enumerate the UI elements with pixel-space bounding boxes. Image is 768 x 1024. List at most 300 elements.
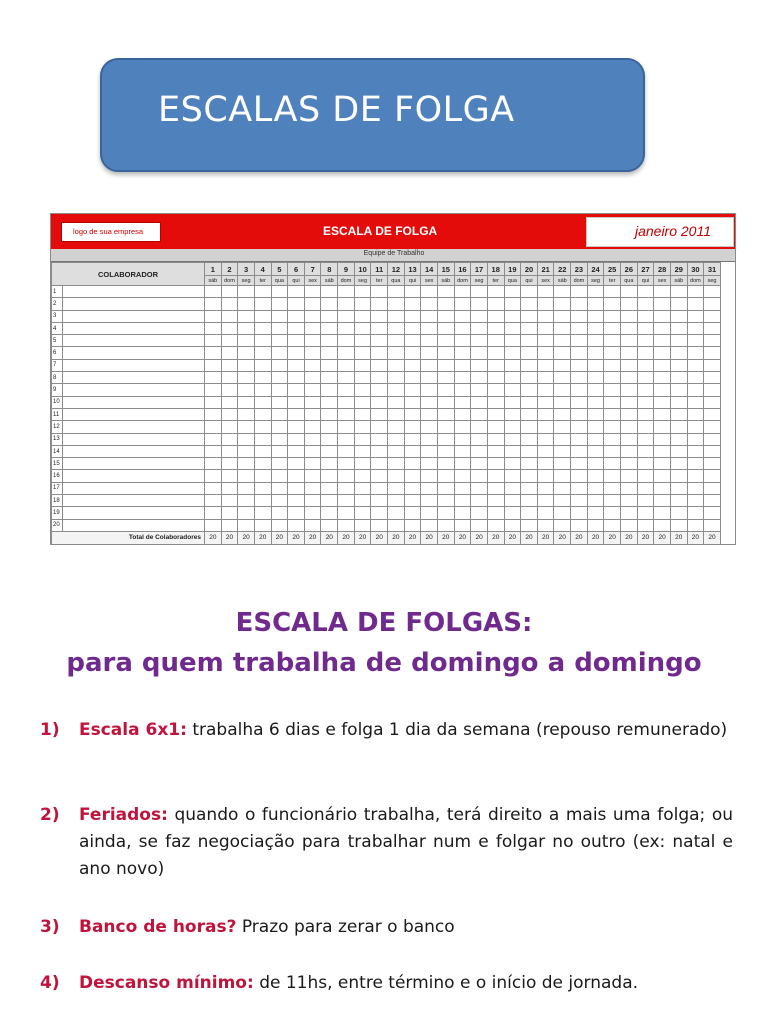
schedule-cell	[388, 286, 405, 298]
day-number: 10	[354, 263, 371, 276]
schedule-cell	[521, 482, 538, 494]
schedule-cell	[654, 470, 671, 482]
total-value: 20	[687, 531, 704, 544]
schedule-cell	[654, 482, 671, 494]
schedule-cell	[238, 372, 255, 384]
day-number: 30	[687, 263, 704, 276]
schedule-cell	[437, 433, 454, 445]
schedule-cell	[238, 470, 255, 482]
schedule-cell	[487, 384, 504, 396]
schedule-cell	[537, 372, 554, 384]
schedule-cell	[437, 372, 454, 384]
schedule-cell	[338, 335, 355, 347]
schedule-cell	[254, 372, 271, 384]
schedule-cell	[571, 347, 588, 359]
schedule-cell	[587, 519, 604, 531]
schedule-cell	[205, 495, 222, 507]
schedule-cell	[687, 445, 704, 457]
schedule-cell	[238, 519, 255, 531]
schedule-cell	[554, 519, 571, 531]
schedule-cell	[321, 359, 338, 371]
schedule-cell	[604, 396, 621, 408]
team-bar	[51, 249, 736, 262]
schedule-cell	[388, 298, 405, 310]
schedule-cell	[388, 372, 405, 384]
total-value: 20	[637, 531, 654, 544]
schedule-cell	[571, 384, 588, 396]
list-keyword: Feriados:	[79, 805, 168, 825]
schedule-cell	[670, 433, 687, 445]
schedule-cell	[437, 482, 454, 494]
schedule-cell	[571, 507, 588, 519]
schedule-cell	[221, 482, 238, 494]
schedule-cell	[437, 322, 454, 334]
schedule-cell	[271, 384, 288, 396]
schedule-cell	[354, 359, 371, 371]
section-subheading: para quem trabalha de domingo a domingo	[66, 648, 702, 678]
schedule-cell	[254, 421, 271, 433]
schedule-cell	[521, 322, 538, 334]
schedule-cell	[637, 347, 654, 359]
schedule-cell	[704, 458, 721, 470]
schedule-cell	[388, 310, 405, 322]
schedule-cell	[321, 433, 338, 445]
schedule-cell	[304, 347, 321, 359]
schedule-cell	[371, 495, 388, 507]
schedule-cell	[621, 396, 638, 408]
weekday-label: sáb	[437, 276, 454, 286]
weekday-label: ter	[604, 276, 621, 286]
schedule-cell	[654, 396, 671, 408]
schedule-cell	[571, 445, 588, 457]
schedule-cell	[304, 322, 321, 334]
schedule-cell	[371, 519, 388, 531]
schedule-cell	[621, 519, 638, 531]
day-number: 17	[471, 263, 488, 276]
list-item	[40, 970, 733, 997]
collaborator-cell	[63, 286, 205, 298]
schedule-cell	[571, 458, 588, 470]
schedule-cell	[338, 384, 355, 396]
table-row	[52, 335, 721, 347]
schedule-cell	[654, 433, 671, 445]
schedule-cell	[604, 445, 621, 457]
schedule-cell	[371, 298, 388, 310]
list-item	[40, 802, 733, 883]
schedule-cell	[454, 482, 471, 494]
schedule-cell	[338, 408, 355, 420]
schedule-cell	[404, 482, 421, 494]
schedule-cell	[504, 384, 521, 396]
schedule-cell	[288, 335, 305, 347]
table-row	[52, 310, 721, 322]
schedule-cell	[404, 495, 421, 507]
schedule-cell	[321, 408, 338, 420]
schedule-cell	[637, 286, 654, 298]
total-value: 20	[571, 531, 588, 544]
weekday-label: qua	[621, 276, 638, 286]
schedule-cell	[338, 495, 355, 507]
schedule-cell	[338, 286, 355, 298]
schedule-cell	[604, 322, 621, 334]
list-number: 1)	[40, 720, 60, 740]
schedule-cell	[354, 519, 371, 531]
schedule-cell	[504, 445, 521, 457]
schedule-cell	[238, 298, 255, 310]
schedule-cell	[604, 310, 621, 322]
collaborator-cell	[63, 298, 205, 310]
schedule-cell	[571, 519, 588, 531]
schedule-cell	[471, 359, 488, 371]
schedule-cell	[504, 372, 521, 384]
schedule-cell	[604, 421, 621, 433]
schedule-cell	[571, 421, 588, 433]
schedule-cell	[621, 335, 638, 347]
schedule-cell	[321, 322, 338, 334]
schedule-cell	[454, 396, 471, 408]
total-value: 20	[621, 531, 638, 544]
schedule-cell	[487, 470, 504, 482]
slide-title: ESCALAS DE FOLGA	[158, 90, 515, 130]
schedule-cell	[371, 421, 388, 433]
collaborator-cell	[63, 507, 205, 519]
total-value: 20	[238, 531, 255, 544]
total-value: 20	[288, 531, 305, 544]
schedule-cell	[304, 458, 321, 470]
schedule-cell	[571, 322, 588, 334]
schedule-cell	[587, 384, 604, 396]
schedule-cell	[471, 396, 488, 408]
schedule-cell	[421, 408, 438, 420]
weekday-label: dom	[221, 276, 238, 286]
schedule-cell	[421, 458, 438, 470]
schedule-cell	[404, 347, 421, 359]
schedule-cell	[354, 507, 371, 519]
schedule-cell	[371, 310, 388, 322]
row-number: 16	[52, 470, 63, 482]
schedule-cell	[221, 470, 238, 482]
schedule-cell	[288, 384, 305, 396]
schedule-cell	[304, 445, 321, 457]
schedule-cell	[621, 310, 638, 322]
schedule-cell	[504, 519, 521, 531]
schedule-cell	[554, 384, 571, 396]
schedule-cell	[437, 310, 454, 322]
schedule-cell	[388, 519, 405, 531]
schedule-cell	[454, 298, 471, 310]
schedule-cell	[704, 519, 721, 531]
day-number: 1	[205, 263, 222, 276]
schedule-cell	[504, 298, 521, 310]
schedule-cell	[304, 519, 321, 531]
schedule-cell	[704, 470, 721, 482]
schedule-cell	[654, 286, 671, 298]
schedule-cell	[687, 310, 704, 322]
schedule-cell	[388, 470, 405, 482]
schedule-cell	[687, 396, 704, 408]
schedule-cell	[537, 408, 554, 420]
schedule-cell	[288, 286, 305, 298]
schedule-cell	[354, 322, 371, 334]
table-row	[52, 519, 721, 531]
schedule-cell	[637, 359, 654, 371]
schedule-cell	[338, 433, 355, 445]
schedule-cell	[654, 495, 671, 507]
schedule-cell	[471, 372, 488, 384]
schedule-cell	[254, 445, 271, 457]
schedule-cell	[504, 482, 521, 494]
schedule-cell	[354, 310, 371, 322]
schedule-cell	[637, 470, 654, 482]
schedule-cell	[504, 421, 521, 433]
schedule-cell	[537, 507, 554, 519]
schedule-cell	[537, 470, 554, 482]
schedule-cell	[205, 359, 222, 371]
schedule-cell	[354, 286, 371, 298]
schedule-cell	[454, 445, 471, 457]
schedule-cell	[487, 421, 504, 433]
schedule-cell	[371, 482, 388, 494]
schedule-cell	[487, 458, 504, 470]
schedule-cell	[687, 458, 704, 470]
schedule-cell	[371, 396, 388, 408]
schedule-cell	[254, 507, 271, 519]
total-value: 20	[304, 531, 321, 544]
schedule-cell	[454, 495, 471, 507]
schedule-cell	[454, 335, 471, 347]
weekday-label: dom	[571, 276, 588, 286]
schedule-cell	[471, 495, 488, 507]
schedule-cell	[388, 507, 405, 519]
schedule-cell	[471, 286, 488, 298]
schedule-cell	[504, 359, 521, 371]
schedule-cell	[254, 495, 271, 507]
row-number: 14	[52, 445, 63, 457]
schedule-cell	[587, 396, 604, 408]
schedule-cell	[654, 384, 671, 396]
schedule-cell	[288, 445, 305, 457]
schedule-cell	[504, 507, 521, 519]
schedule-cell	[704, 359, 721, 371]
schedule-cell	[487, 359, 504, 371]
schedule-cell	[587, 298, 604, 310]
schedule-cell	[687, 482, 704, 494]
schedule-cell	[621, 408, 638, 420]
schedule-cell	[288, 458, 305, 470]
list-keyword: Banco de horas?	[79, 917, 237, 937]
schedule-cell	[454, 421, 471, 433]
schedule-table	[51, 262, 721, 545]
schedule-cell	[454, 384, 471, 396]
row-number: 6	[52, 347, 63, 359]
schedule-cell	[704, 286, 721, 298]
schedule-cell	[537, 335, 554, 347]
schedule-cell	[354, 445, 371, 457]
schedule-cell	[521, 458, 538, 470]
schedule-cell	[604, 335, 621, 347]
table-row	[52, 433, 721, 445]
schedule-cell	[587, 372, 604, 384]
total-value: 20	[670, 531, 687, 544]
schedule-cell	[388, 384, 405, 396]
schedule-cell	[704, 384, 721, 396]
schedule-cell	[288, 298, 305, 310]
schedule-cell	[437, 359, 454, 371]
schedule-cell	[354, 384, 371, 396]
table-row	[52, 470, 721, 482]
schedule-cell	[704, 482, 721, 494]
row-number: 13	[52, 433, 63, 445]
schedule-cell	[437, 286, 454, 298]
weekday-label: sex	[654, 276, 671, 286]
weekday-label: dom	[454, 276, 471, 286]
company-logo-placeholder: logo de sua empresa	[61, 222, 161, 242]
day-number: 20	[521, 263, 538, 276]
schedule-cell	[637, 495, 654, 507]
schedule-cell	[521, 298, 538, 310]
schedule-cell	[670, 298, 687, 310]
row-number: 7	[52, 359, 63, 371]
schedule-cell	[254, 396, 271, 408]
schedule-cell	[704, 310, 721, 322]
schedule-cell	[437, 298, 454, 310]
schedule-cell	[637, 507, 654, 519]
day-number: 12	[388, 263, 405, 276]
schedule-cell	[421, 286, 438, 298]
schedule-cell	[554, 396, 571, 408]
row-number: 12	[52, 421, 63, 433]
schedule-cell	[704, 347, 721, 359]
schedule-cell	[254, 335, 271, 347]
schedule-cell	[670, 421, 687, 433]
schedule-cell	[404, 433, 421, 445]
schedule-cell	[687, 433, 704, 445]
schedule-cell	[254, 519, 271, 531]
schedule-cell	[321, 384, 338, 396]
row-number: 1	[52, 286, 63, 298]
schedule-cell	[271, 286, 288, 298]
table-row	[52, 359, 721, 371]
schedule-cell	[421, 347, 438, 359]
schedule-cell	[471, 458, 488, 470]
collaborator-cell	[63, 384, 205, 396]
schedule-cell	[254, 482, 271, 494]
schedule-cell	[504, 347, 521, 359]
schedule-cell	[621, 495, 638, 507]
row-number: 18	[52, 495, 63, 507]
schedule-cell	[521, 421, 538, 433]
schedule-cell	[271, 396, 288, 408]
row-number: 3	[52, 310, 63, 322]
sheet-title: ESCALA DE FOLGA	[323, 224, 438, 238]
total-value: 20	[321, 531, 338, 544]
schedule-cell	[471, 347, 488, 359]
collaborator-cell	[63, 310, 205, 322]
schedule-cell	[687, 384, 704, 396]
schedule-cell	[487, 519, 504, 531]
day-number: 27	[637, 263, 654, 276]
table-row	[52, 298, 721, 310]
schedule-cell	[404, 396, 421, 408]
schedule-cell	[654, 310, 671, 322]
schedule-cell	[238, 335, 255, 347]
schedule-cell	[654, 408, 671, 420]
total-value: 20	[471, 531, 488, 544]
row-number: 8	[52, 372, 63, 384]
schedule-cell	[687, 335, 704, 347]
day-number: 7	[304, 263, 321, 276]
schedule-cell	[487, 372, 504, 384]
schedule-cell	[621, 286, 638, 298]
schedule-cell	[421, 495, 438, 507]
schedule-cell	[371, 384, 388, 396]
schedule-cell	[321, 519, 338, 531]
weekday-label: sáb	[205, 276, 222, 286]
schedule-cell	[454, 310, 471, 322]
schedule-cell	[205, 445, 222, 457]
collaborator-cell	[63, 396, 205, 408]
schedule-cell	[670, 372, 687, 384]
schedule-cell	[537, 396, 554, 408]
schedule-cell	[404, 445, 421, 457]
day-number: 22	[554, 263, 571, 276]
schedule-cell	[521, 519, 538, 531]
table-row	[52, 495, 721, 507]
schedule-cell	[338, 310, 355, 322]
list-item-body	[79, 914, 733, 941]
schedule-cell	[604, 408, 621, 420]
schedule-cell	[271, 347, 288, 359]
schedule-cell	[704, 421, 721, 433]
schedule-cell	[205, 335, 222, 347]
schedule-cell	[621, 470, 638, 482]
schedule-cell	[587, 335, 604, 347]
table-row	[52, 347, 721, 359]
schedule-cell	[537, 519, 554, 531]
schedule-cell	[587, 433, 604, 445]
schedule-cell	[205, 421, 222, 433]
schedule-cell	[654, 519, 671, 531]
schedule-cell	[604, 507, 621, 519]
schedule-cell	[521, 408, 538, 420]
total-value: 20	[504, 531, 521, 544]
schedule-cell	[288, 507, 305, 519]
schedule-cell	[471, 421, 488, 433]
schedule-cell	[637, 384, 654, 396]
schedule-cell	[537, 310, 554, 322]
schedule-cell	[404, 519, 421, 531]
schedule-cell	[521, 433, 538, 445]
table-row	[52, 458, 721, 470]
schedule-cell	[670, 470, 687, 482]
schedule-cell	[687, 507, 704, 519]
schedule-cell	[338, 372, 355, 384]
schedule-cell	[654, 445, 671, 457]
schedule-cell	[504, 286, 521, 298]
schedule-cell	[421, 482, 438, 494]
schedule-cell	[471, 433, 488, 445]
schedule-cell	[221, 495, 238, 507]
schedule-cell	[637, 310, 654, 322]
schedule-cell	[471, 310, 488, 322]
schedule-cell	[205, 408, 222, 420]
schedule-cell	[271, 482, 288, 494]
schedule-cell	[554, 421, 571, 433]
schedule-cell	[521, 384, 538, 396]
schedule-cell	[221, 507, 238, 519]
schedule-cell	[637, 519, 654, 531]
schedule-cell	[271, 421, 288, 433]
